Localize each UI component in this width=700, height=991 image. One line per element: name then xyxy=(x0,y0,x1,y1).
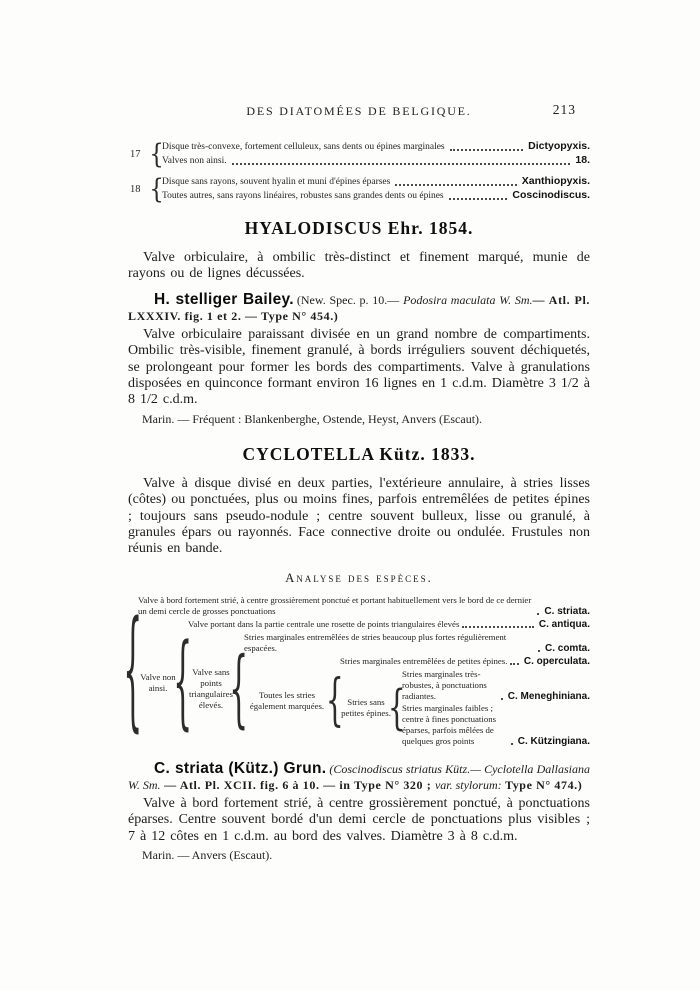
species-reference: (New. Spec. p. 10.— xyxy=(296,292,404,307)
key-label: Stries sans petites épines. xyxy=(341,696,391,718)
key-option-text: Toutes autres, sans rayons linéaires, robustes sans grandes dents ou épines xyxy=(162,191,444,201)
dot-leader xyxy=(511,743,513,745)
dot-leader xyxy=(395,184,516,186)
genus-description: Valve orbiculaire, à ombilic très-distinct et finement marqué, munie de rayons ou de lignes décussées. xyxy=(128,250,590,282)
analysis-heading: Analyse des espèces. xyxy=(285,570,433,585)
key-option xyxy=(162,175,590,189)
key-label: Valve sans points triangulaires élevés. xyxy=(189,667,233,711)
key-level-1 xyxy=(123,594,590,748)
species-reference-type: Type N° 474.) xyxy=(501,778,583,793)
brace-icon: { xyxy=(149,173,165,205)
key-item-17 xyxy=(128,140,590,168)
species-reference-synonym: Podosira maculata W. Sm. xyxy=(403,292,533,307)
species-name: C. striata (Kütz.) Grun. xyxy=(154,759,327,777)
key-level-5 xyxy=(340,668,590,748)
species-name: H. stelliger Bailey. xyxy=(154,290,294,308)
key-label: Toutes les stries également marquées. xyxy=(249,690,325,712)
key-label: Valve non ainsi. xyxy=(140,671,176,693)
habitat-note: Marin. — Anvers (Escaut). xyxy=(142,848,273,863)
dot-leader xyxy=(538,650,540,652)
key-option xyxy=(340,656,590,667)
key-option xyxy=(162,154,590,168)
dot-leader xyxy=(449,198,508,200)
key-option-text: Valve portant dans la partie centrale une rosette de points triangulaires élevés xyxy=(188,618,460,629)
genus-heading-hyalodiscus: HYALODISCUS Ehr. 1854. xyxy=(244,218,474,238)
species-key-table xyxy=(123,594,590,748)
species-entry-striata xyxy=(128,761,590,794)
genus-description: Valve à disque divisé en deux parties, l'extérieure annulaire, à stries lisses (côtes) ou ponctuées, plus ou moins fines, parfois entremêlées de petites épines ; toujours sans pseudo-nodule ; centre souvent bulleux, lisse ou granulé, à granules épars ou rayonnés. Face connective droite ou ondulée. Frustules non réunis en bande. xyxy=(128,475,590,557)
key-level-3 xyxy=(188,631,590,748)
brace-icon: { xyxy=(123,596,143,746)
key-option-text: Stries marginales entremêlées de stries beaucoup plus fortes régulièrement espacées. xyxy=(244,631,507,653)
species-result: C. comta. xyxy=(544,642,590,654)
species-reference-atlas: — Atl. Pl. XCII. fig. 6 à 10. — in Type N° 320 ; xyxy=(160,778,435,793)
dot-leader xyxy=(537,613,539,615)
species-reference-variety: var. stylorum: xyxy=(434,778,502,793)
dot-leader xyxy=(510,663,518,665)
brace-icon: { xyxy=(388,680,406,736)
key-option-result: 18. xyxy=(575,154,590,166)
key-item-18 xyxy=(128,175,590,203)
brace-icon: { xyxy=(173,624,193,742)
key-option-text: Stries marginales entremêlées de petites épines. xyxy=(340,655,508,666)
text-block xyxy=(123,0,591,863)
key-level-2 xyxy=(138,618,590,748)
key-option-text: Stries marginales très-robustes, à ponctuations radiantes. xyxy=(402,668,487,701)
habitat-note: Marin. — Fréquent : Blankenberghe, Ostende, Heyst, Anvers (Escaut). xyxy=(142,411,483,426)
key-item-number: 17 xyxy=(130,148,141,160)
species-reference-synonym: (Coscinodiscus striatus Kütz.— Cyclotella Dallasiana W. Sm. xyxy=(128,761,590,793)
key-option-result: Coscinodiscus. xyxy=(512,189,590,201)
key-level-4 xyxy=(244,655,590,748)
key-option xyxy=(188,619,590,630)
species-result: C. Kützingiana. xyxy=(517,735,590,747)
key-option xyxy=(138,595,590,617)
dot-leader xyxy=(501,698,503,700)
key-option xyxy=(244,632,590,654)
key-option-result: Xanthiopyxis. xyxy=(521,175,590,187)
species-description: Valve orbiculaire paraissant divisée en un grand nombre de compartiments. Ombilic très-visible, finement granulé, à bords irréguliers souvent déchiquetés, se prolongeant pour former les bords des compartiments. Valve à granulations disposées en quinconce formant environ 16 lignes en 1 c.d.m. Diamètre 3 1/2 à 8 1/2 c.d.m. xyxy=(128,326,590,408)
dot-leader xyxy=(462,626,533,628)
key-option-text: Valves non ainsi. xyxy=(162,156,227,166)
key-option-text: Disque sans rayons, souvent hyalin et muni d'épines éparses xyxy=(162,177,391,187)
running-title: DES DIATOMÉES DE BELGIQUE. xyxy=(246,104,472,118)
dot-leader xyxy=(232,163,571,165)
brace-icon: { xyxy=(149,138,165,170)
key-option-text: Disque très-convexe, fortement celluleux, sans dents ou épines marginales xyxy=(162,142,445,152)
brace-icon: { xyxy=(326,669,344,734)
key-option xyxy=(162,189,590,203)
dichotomous-key xyxy=(128,140,590,203)
key-option-text: Stries marginales faibles ; centre à fines ponctuations éparses, parfois mêlées de quelques gros points xyxy=(402,702,497,746)
key-option xyxy=(162,140,590,154)
key-option-text: Valve à bord fortement strié, à centre grossièrement ponctué et portant habituellement vers le bord de ce dernier un demi cercle de grosses ponctuations xyxy=(138,594,532,616)
species-result: C. antiqua. xyxy=(538,618,590,630)
key-option-result: Dictyopyxis. xyxy=(528,140,590,152)
page-header xyxy=(128,0,590,122)
key-option xyxy=(402,703,590,747)
key-option xyxy=(402,669,590,702)
species-result: C. Meneghiniana. xyxy=(507,690,590,702)
species-result: C. striata. xyxy=(544,605,590,617)
page-number: 213 xyxy=(552,102,576,117)
brace-icon: { xyxy=(229,641,249,738)
genus-heading-cyclotella: CYCLOTELLA Kütz. 1833. xyxy=(242,443,476,464)
species-result: C. operculata. xyxy=(523,655,590,667)
species-entry-stelliger xyxy=(128,292,590,325)
species-description: Valve à bord fortement strié, à centre grossièrement ponctué, à ponctuations éparses. Centre souvent bordé d'un demi cercle de ponctuations plus visibles ; 7 à 12 côtes en 1 c.d.m. au bord des valves. Diamètre 3 à 8 c.d.m. xyxy=(128,795,590,844)
key-item-number: 18 xyxy=(130,183,141,195)
species-reference-atlas: — Atl. Pl. LXXXIV. fig. 1 et 2. — Type N° 454.) xyxy=(128,292,591,324)
dot-leader xyxy=(450,149,524,151)
